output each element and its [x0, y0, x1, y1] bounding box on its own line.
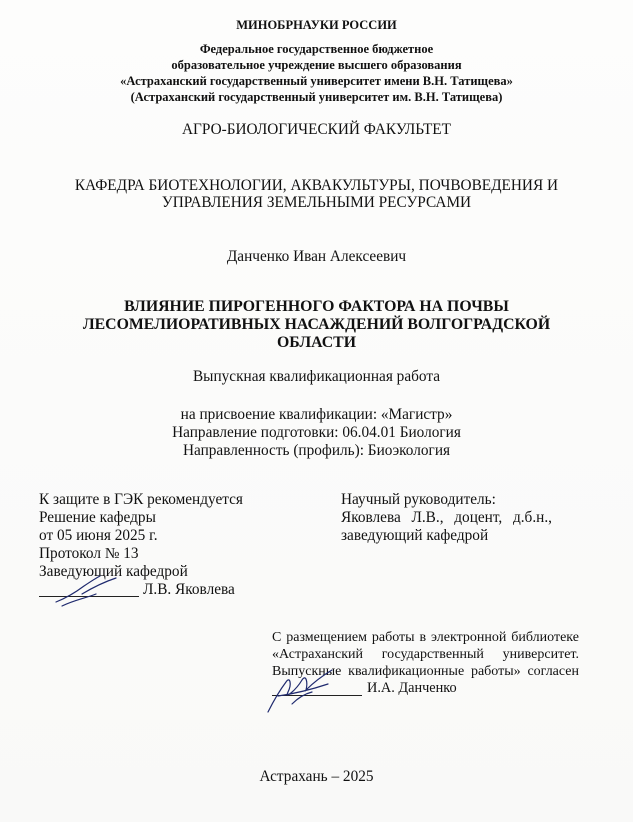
department-decision: Решение кафедры [39, 509, 156, 526]
work-type: Выпускная квалификационная работа [192, 368, 441, 385]
author-name: Данченко Иван Алексеевич [226, 248, 407, 265]
consent-word: «Астраханский [272, 647, 363, 662]
head-signer-name: Л.В. Яковлева [143, 581, 235, 598]
ministry-name: МИНОБРНАУКИ РОССИИ [236, 18, 397, 32]
department-line-2: УПРАВЛЕНИЯ ЗЕМЕЛЬНЫМИ РЕСУРСАМИ [161, 194, 472, 211]
consent-word: работы» [470, 664, 521, 679]
consent-word: согласен [527, 664, 579, 679]
qualification-line-3: Направленность (профиль): Биоэкология [182, 442, 451, 459]
qualification-line-1: на присвоение квалификации: «Магистр» [180, 406, 453, 423]
consent-word: университет. [502, 647, 579, 662]
qualification-line-2: Направление подготовки: 06.04.01 Биология [172, 424, 461, 441]
consent-word: библиотеке [511, 630, 579, 645]
consent-word: электронной [431, 630, 507, 645]
supervisor-word: доцент, [454, 509, 503, 526]
consent-word: работы [371, 630, 415, 645]
supervisor-word: д.б.н., [512, 509, 552, 526]
supervisor-heading: Научный руководитель: [341, 491, 496, 508]
author-signer-name: И.А. Данченко [367, 680, 457, 696]
supervisor-word: Яковлева [341, 509, 401, 526]
defense-recommendation: К защите в ГЭК рекомендуется [39, 491, 243, 508]
author-signature-image [262, 660, 342, 718]
protocol-number: Протокол № 13 [39, 545, 139, 562]
decision-date: от 05 июня 2025 г. [39, 527, 158, 544]
city-year: Астрахань – 2025 [259, 768, 374, 785]
supervisor-name-line [341, 509, 552, 527]
org-line-3: «Астраханский государственный университет имени В.Н. Татищева» [120, 74, 513, 88]
supervisor-word: Л.В., [411, 509, 444, 526]
org-line-2: образовательное учреждение высшего образования [171, 58, 462, 72]
head-of-department-label: Заведующий кафедрой [39, 563, 188, 580]
consent-line-1 [272, 630, 579, 646]
thesis-title-line-3: ОБЛАСТИ [277, 334, 356, 351]
supervisor-position: заведующий кафедрой [341, 527, 489, 544]
faculty-name: АГРО-БИОЛОГИЧЕСКИЙ ФАКУЛЬТЕТ [182, 121, 451, 138]
consent-word: квалификационные [348, 664, 465, 679]
head-signature-image [52, 572, 122, 608]
department-line-1: КАФЕДРА БИОТЕХНОЛОГИИ, АКВАКУЛЬТУРЫ, ПОЧВОВЕДЕНИЯ И [74, 177, 559, 194]
consent-word: С [272, 630, 282, 645]
consent-word: Выпускные [272, 664, 342, 679]
thesis-title-line-1: ВЛИЯНИЕ ПИРОГЕННОГО ФАКТОРА НА ПОЧВЫ [124, 298, 509, 315]
thesis-title-line-2: ЛЕСОМЕЛИОРАТИВНЫХ НАСАЖДЕНИЙ ВОЛГОГРАДСКОЙ [82, 316, 551, 333]
consent-word: размещением [286, 630, 367, 645]
consent-word: государственный [381, 647, 484, 662]
org-line-4: (Астраханский государственный университет им. В.Н. Татищева) [130, 90, 503, 104]
org-line-1: Федеральное государственное бюджетное [199, 42, 434, 56]
consent-word: в [419, 630, 427, 645]
